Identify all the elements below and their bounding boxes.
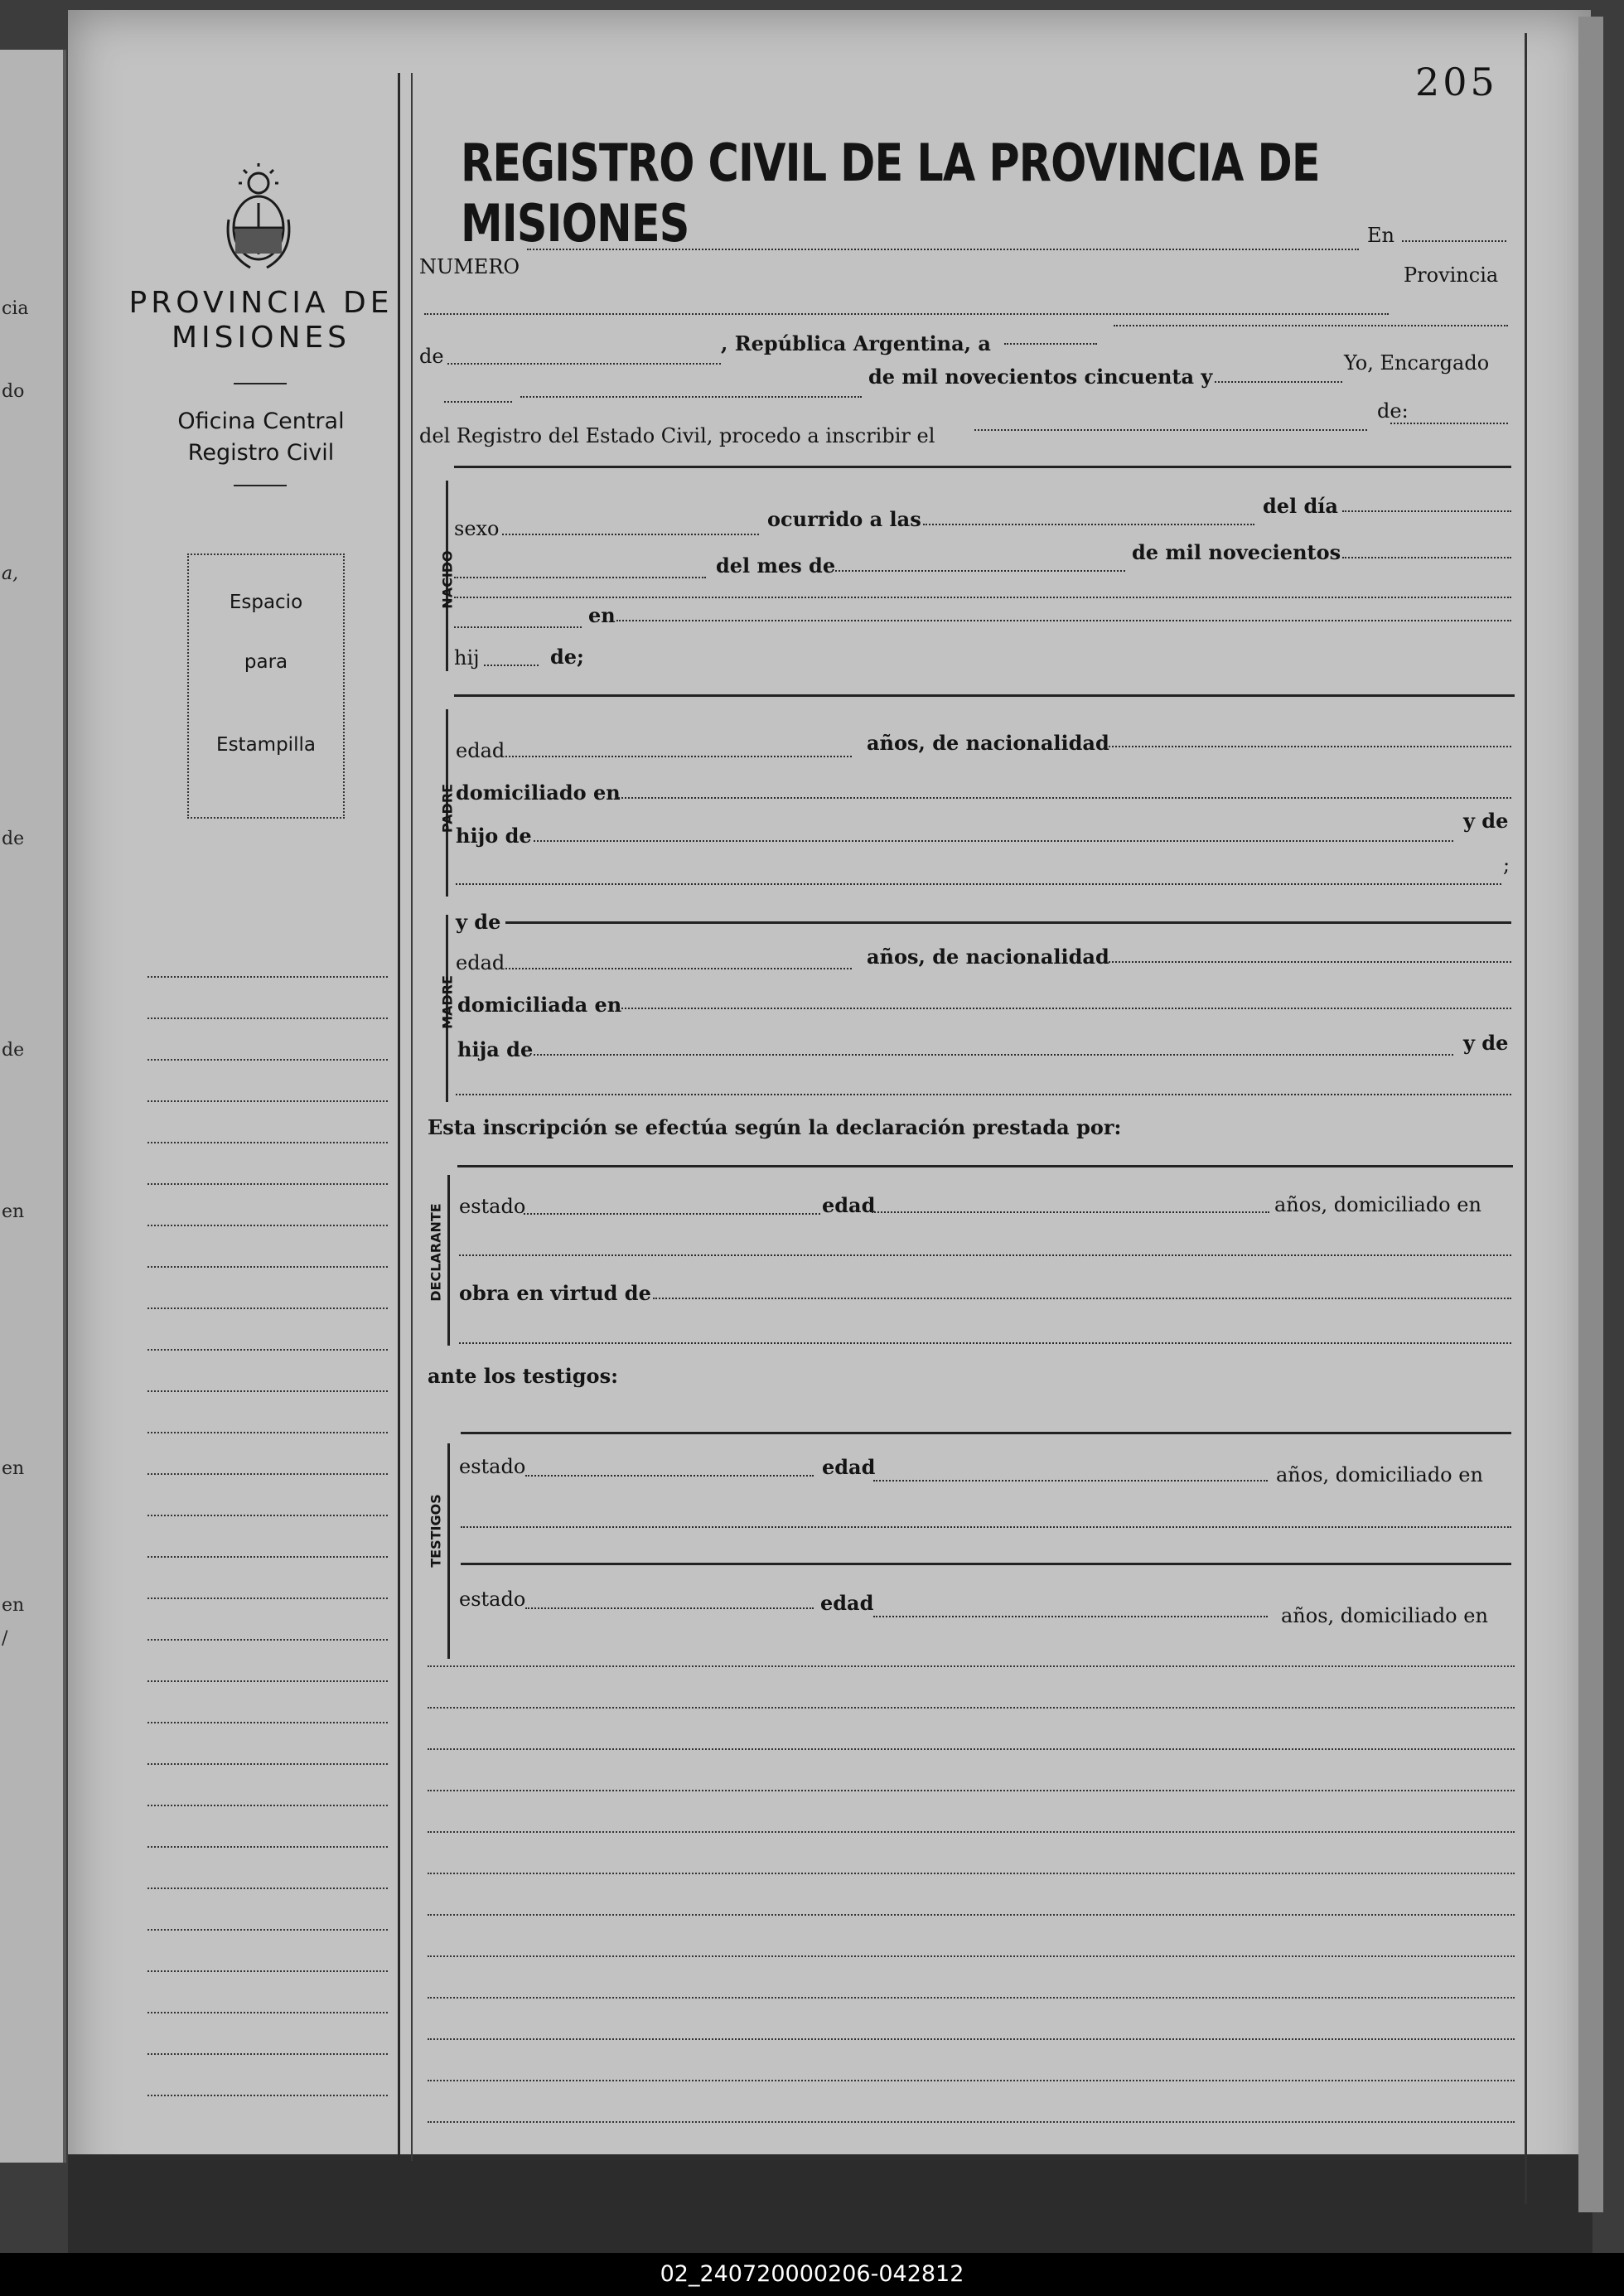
book-binding-shadow bbox=[68, 2154, 1593, 2253]
stub-divider bbox=[398, 73, 400, 2161]
blank-line bbox=[459, 1342, 1511, 1344]
blank-line bbox=[447, 363, 721, 365]
de-label: de bbox=[419, 345, 444, 368]
blank-line bbox=[873, 1616, 1268, 1617]
domiciliada-label: domiciliada en bbox=[457, 993, 622, 1017]
y-de-madre-label: y de bbox=[456, 910, 501, 934]
en-nacido-label: en bbox=[588, 603, 616, 627]
prev-page-fragment: en bbox=[2, 1201, 25, 1222]
stub-separator bbox=[234, 485, 287, 486]
semicolon-mark: ; bbox=[1503, 853, 1510, 877]
province-name-line2: MISIONES bbox=[171, 321, 350, 355]
blank-line bbox=[527, 249, 1359, 250]
blank-line bbox=[444, 401, 512, 403]
registro-label: del Registro del Estado Civil, procedo a inscribir el bbox=[419, 424, 935, 447]
domiciliado-declarante-label: años, domiciliado en bbox=[1274, 1193, 1481, 1216]
section-rule bbox=[461, 1432, 1511, 1434]
sexo-label: sexo bbox=[454, 517, 500, 540]
hijo-de-label: hijo de bbox=[456, 824, 532, 848]
blank-line bbox=[454, 577, 706, 578]
coat-of-arms-icon bbox=[217, 162, 300, 278]
stamp-label-1: Espacio bbox=[229, 592, 303, 613]
prev-page-fragment: / bbox=[2, 1628, 8, 1649]
blank-line bbox=[1215, 381, 1342, 383]
body-ruled-line bbox=[428, 1748, 1515, 1750]
blank-line bbox=[505, 968, 852, 969]
blank-line bbox=[835, 570, 1125, 572]
blank-line bbox=[923, 524, 1254, 525]
stub-ruled-line bbox=[147, 1100, 388, 1102]
right-border bbox=[1525, 33, 1527, 2204]
stamp-box bbox=[187, 553, 345, 819]
office-name-line1: Oficina Central bbox=[177, 408, 345, 434]
prev-page-fragment: do bbox=[2, 381, 25, 402]
stub-ruled-line bbox=[147, 1763, 388, 1765]
stub-ruled-line bbox=[147, 1308, 388, 1309]
blank-line bbox=[534, 1054, 1453, 1056]
edad-padre-label: edad bbox=[456, 739, 505, 762]
scan-caption: 02_240720000206-042812 bbox=[0, 2253, 1624, 2296]
estado-testigo1-label: estado bbox=[459, 1455, 526, 1478]
stub-ruled-line bbox=[147, 1639, 388, 1641]
blank-line bbox=[505, 756, 852, 757]
body-ruled-line bbox=[428, 1707, 1515, 1709]
provincia-label: Provincia bbox=[1404, 263, 1499, 287]
blank-line bbox=[424, 313, 1389, 315]
page-stack-edge bbox=[1578, 17, 1603, 2212]
section-rule bbox=[457, 1165, 1513, 1167]
body-ruled-line bbox=[428, 2038, 1515, 2040]
stub-ruled-line bbox=[147, 1888, 388, 1889]
estado-declarante-label: estado bbox=[459, 1195, 526, 1218]
mil-novecientos-label: de mil novecientos cincuenta y bbox=[868, 365, 1213, 389]
body-ruled-line bbox=[428, 1831, 1515, 1833]
stub-ruled-line bbox=[147, 1929, 388, 1931]
stub-ruled-line bbox=[147, 1515, 388, 1516]
stub-ruled-line bbox=[147, 1970, 388, 1972]
prev-page-fragment: a, bbox=[2, 563, 19, 584]
stub-ruled-line bbox=[147, 1722, 388, 1723]
estado-testigo2-label: estado bbox=[459, 1588, 526, 1611]
stub-ruled-line bbox=[147, 1473, 388, 1475]
body-ruled-line bbox=[428, 1997, 1515, 1999]
body-ruled-line bbox=[428, 1955, 1515, 1957]
madre-side-label: MADRE bbox=[439, 975, 456, 1029]
blank-line bbox=[456, 883, 1501, 885]
stub-ruled-line bbox=[147, 1390, 388, 1392]
stub-ruled-line bbox=[147, 1846, 388, 1848]
blank-line bbox=[524, 1213, 820, 1215]
de-colon-label: de: bbox=[1377, 399, 1409, 423]
blank-line bbox=[616, 620, 1511, 621]
blank-line bbox=[454, 626, 582, 628]
declarante-side-label: DECLARANTE bbox=[428, 1203, 444, 1302]
stub-ruled-line bbox=[147, 1142, 388, 1143]
section-rule bbox=[454, 694, 1515, 697]
encargado-label: Yo, Encargado bbox=[1344, 351, 1490, 375]
nacido-side-label: NACIDO bbox=[439, 550, 456, 609]
stub-ruled-line bbox=[147, 1059, 388, 1061]
hija-de-label: hija de bbox=[457, 1037, 534, 1061]
blank-line bbox=[1109, 961, 1511, 963]
hij-label: hij bbox=[454, 646, 480, 669]
section-rule bbox=[461, 1563, 1511, 1565]
section-bracket bbox=[447, 1175, 450, 1346]
blank-line bbox=[1390, 423, 1508, 424]
testigos-side-label: TESTIGOS bbox=[428, 1494, 444, 1568]
blank-line bbox=[520, 396, 862, 398]
body-ruled-line bbox=[428, 1873, 1515, 1874]
province-name-line1: PROVINCIA DE bbox=[128, 286, 394, 320]
page-number: 205 bbox=[1415, 60, 1498, 104]
blank-line bbox=[502, 534, 759, 535]
stub-ruled-line bbox=[147, 1805, 388, 1806]
blank-line bbox=[615, 797, 1511, 799]
stub-ruled-line bbox=[147, 1680, 388, 1682]
prev-page-fragment: de bbox=[2, 829, 25, 849]
stamp-label-2: para bbox=[244, 651, 288, 673]
section-bracket bbox=[447, 1443, 450, 1659]
prev-page-fragment: en bbox=[2, 1595, 25, 1616]
blank-line bbox=[1342, 510, 1511, 512]
edad-testigo1-label: edad bbox=[822, 1455, 876, 1479]
declaracion-statement: Esta inscripción se efectúa según la declaración prestada por: bbox=[428, 1115, 1122, 1139]
domiciliado-label: domiciliado en bbox=[456, 781, 621, 805]
stub-ruled-line bbox=[147, 1349, 388, 1351]
blank-line bbox=[1402, 240, 1506, 242]
section-rule bbox=[505, 921, 1511, 924]
en-label: En bbox=[1367, 224, 1394, 247]
stub-ruled-line bbox=[147, 2012, 388, 2013]
republica-label: , República Argentina, a bbox=[721, 331, 991, 355]
stub-ruled-line bbox=[147, 1432, 388, 1433]
stub-ruled-line bbox=[147, 1183, 388, 1185]
blank-line bbox=[461, 1526, 1511, 1528]
blank-line bbox=[534, 840, 1453, 842]
blank-line bbox=[1004, 343, 1097, 345]
blank-line bbox=[653, 1298, 1511, 1299]
obra-label: obra en virtud de bbox=[459, 1281, 651, 1305]
domiciliado-testigo2-label: años, domiciliado en bbox=[1281, 1604, 1488, 1627]
prev-page-fragment: en bbox=[2, 1458, 25, 1479]
edad-testigo2-label: edad bbox=[820, 1591, 874, 1615]
edad-madre-label: edad bbox=[456, 951, 505, 974]
blank-line bbox=[525, 1607, 814, 1609]
body-ruled-line bbox=[428, 1665, 1515, 1667]
stub-ruled-line bbox=[147, 1225, 388, 1226]
ante-testigos-label: ante los testigos: bbox=[428, 1364, 618, 1388]
blank-line bbox=[525, 1475, 814, 1477]
blank-line bbox=[459, 1254, 1511, 1256]
numero-label: NUMERO bbox=[419, 255, 520, 278]
body-ruled-line bbox=[428, 2121, 1515, 2123]
stamp-label-3: Estampilla bbox=[216, 734, 316, 756]
blank-line bbox=[454, 597, 1511, 598]
blank-line bbox=[974, 429, 1367, 431]
nacionalidad-padre-label: años, de nacionalidad bbox=[867, 731, 1109, 755]
ocurrido-label: ocurrido a las bbox=[767, 507, 921, 531]
blank-line bbox=[872, 1211, 1269, 1213]
prev-page-fragment: cia bbox=[2, 298, 29, 319]
blank-line bbox=[618, 1008, 1511, 1009]
stub-ruled-line bbox=[147, 1598, 388, 1599]
body-ruled-line bbox=[428, 1914, 1515, 1916]
body-divider bbox=[411, 73, 413, 2161]
stub-ruled-line bbox=[147, 1556, 388, 1558]
del-mes-label: del mes de bbox=[716, 553, 836, 578]
edad-declarante-label: edad bbox=[822, 1193, 876, 1217]
y-de-padre-label: y de bbox=[1463, 809, 1509, 833]
blank-line bbox=[873, 1480, 1268, 1482]
stub-ruled-line bbox=[147, 2095, 388, 2096]
blank-line bbox=[456, 1094, 1511, 1095]
body-ruled-line bbox=[428, 1790, 1515, 1791]
blank-line bbox=[1342, 557, 1511, 558]
office-name-line2: Registro Civil bbox=[187, 440, 335, 466]
blank-line bbox=[1109, 746, 1511, 747]
stub-ruled-line bbox=[147, 976, 388, 978]
prev-page-fragment: de bbox=[2, 1040, 25, 1061]
stub-separator bbox=[234, 383, 287, 384]
y-de-madre2-label: y de bbox=[1463, 1031, 1509, 1055]
mil-novecientos-nacido-label: de mil novecientos bbox=[1132, 540, 1341, 564]
stub-ruled-line bbox=[147, 1017, 388, 1019]
stub-ruled-line bbox=[147, 1266, 388, 1268]
padre-side-label: PADRE bbox=[439, 783, 456, 834]
blank-line bbox=[484, 665, 539, 666]
blank-line bbox=[1114, 325, 1508, 326]
hij-de-label: de; bbox=[550, 645, 584, 669]
previous-page-edge bbox=[0, 50, 66, 2163]
domiciliado-testigo1-label: años, domiciliado en bbox=[1276, 1463, 1483, 1486]
section-rule bbox=[454, 466, 1511, 468]
nacionalidad-madre-label: años, de nacionalidad bbox=[867, 945, 1109, 969]
body-ruled-line bbox=[428, 2080, 1515, 2081]
del-dia-label: del día bbox=[1263, 494, 1338, 518]
page-title: REGISTRO CIVIL DE LA PROVINCIA DE MISIONES bbox=[461, 133, 1320, 254]
stub-ruled-line bbox=[147, 2053, 388, 2055]
